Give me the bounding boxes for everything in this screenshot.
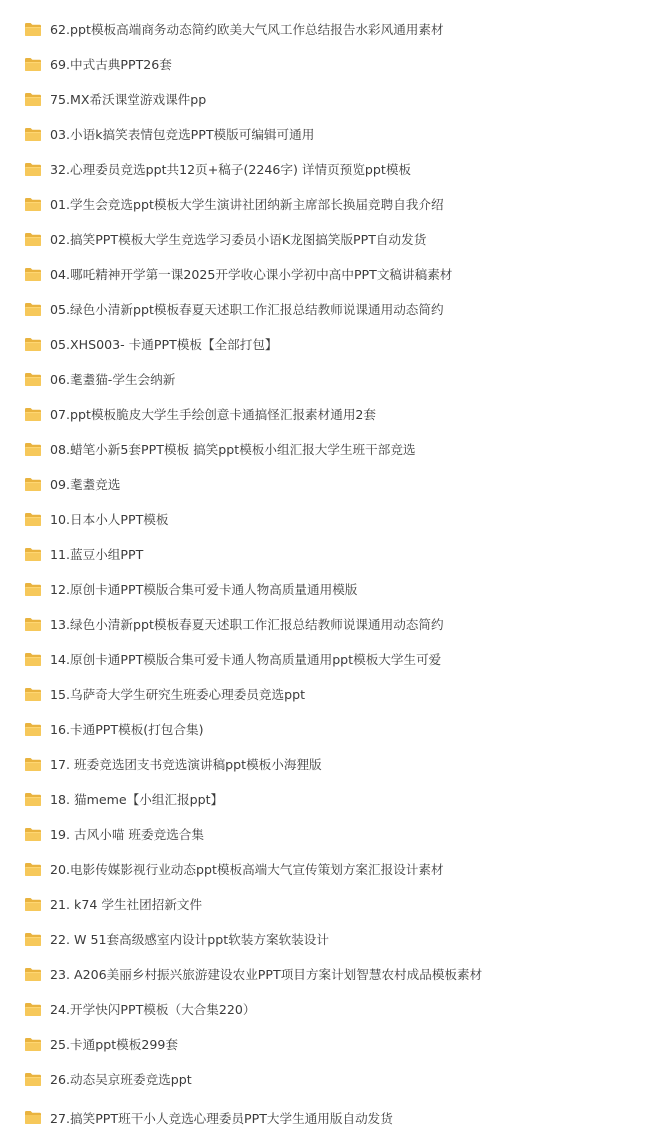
folder-name: 32.心理委员竞选ppt共12页+稿子(2246字) 详情页预览ppt模板 [50, 162, 412, 177]
folder-icon [24, 197, 42, 212]
folder-row[interactable] [0, 467, 668, 502]
folder-icon [24, 547, 42, 562]
folder-icon [24, 407, 42, 422]
folder-name: 14.原创卡通PPT模版合集可爱卡通人物高质量通用ppt模板大学生可爱 [50, 652, 442, 667]
folder-row[interactable] [0, 117, 668, 152]
folder-name: 13.绿色小清新ppt模板春夏天述职工作汇报总结教师说课通用动态简约 [50, 617, 444, 632]
folder-name: 05.XHS003- 卡通PPT模板【全部打包】 [50, 337, 278, 352]
folder-name: 75.MX希沃课堂游戏课件pp [50, 92, 207, 107]
folder-list [0, 12, 668, 1097]
folder-icon [24, 582, 42, 597]
folder-name: 21. k74 学生社团招新文件 [50, 897, 203, 912]
folder-name: 09.耄耋竞选 [50, 477, 121, 492]
folder-icon [24, 862, 42, 877]
folder-row[interactable] [0, 1027, 668, 1062]
folder-name: 06.耄耋猫-学生会纳新 [50, 372, 176, 387]
folder-name: 62.ppt模板高端商务动态简约欧美大气风工作总结报告水彩风通用素材 [50, 22, 444, 37]
folder-row[interactable] [0, 397, 668, 432]
folder-row[interactable] [0, 887, 668, 922]
folder-row[interactable] [0, 327, 668, 362]
folder-name: 25.卡通ppt模板299套 [50, 1037, 178, 1052]
folder-row[interactable] [0, 152, 668, 187]
folder-icon [24, 687, 42, 702]
folder-name: 19. 古风小喵 班委竞选合集 [50, 827, 204, 842]
folder-row[interactable] [0, 1062, 668, 1097]
partially-visible-row[interactable] [0, 1107, 668, 1126]
folder-icon [24, 162, 42, 177]
folder-row[interactable] [0, 187, 668, 222]
folder-row[interactable] [0, 572, 668, 607]
folder-icon [24, 967, 42, 982]
folder-row[interactable] [0, 12, 668, 47]
folder-icon [24, 617, 42, 632]
folder-name: 24.开学快闪PPT模板（大合集220） [50, 1002, 256, 1017]
folder-icon [24, 1002, 42, 1017]
folder-icon [24, 897, 42, 912]
folder-row[interactable] [0, 677, 668, 712]
folder-name: 69.中式古典PPT26套 [50, 57, 172, 72]
folder-name: 17. 班委竞选团支书竞选演讲稿ppt模板小海狸版 [50, 757, 322, 772]
folder-icon [24, 22, 42, 37]
folder-row[interactable] [0, 642, 668, 677]
folder-icon [24, 302, 42, 317]
folder-row[interactable] [0, 222, 668, 257]
folder-row[interactable] [0, 537, 668, 572]
folder-row[interactable] [0, 957, 668, 992]
folder-name: 27.搞笑PPT班干小人竞选心理委员PPT大学生通用版自动发货 [50, 1111, 393, 1126]
folder-icon [24, 1037, 42, 1052]
folder-icon [24, 1072, 42, 1087]
folder-row[interactable] [0, 257, 668, 292]
folder-name: 08.蜡笔小新5套PPT模板 搞笑ppt模板小组汇报大学生班干部竞选 [50, 442, 416, 457]
folder-name: 15.乌萨奇大学生研究生班委心理委员竞选ppt [50, 687, 306, 702]
folder-name: 10.日本小人PPT模板 [50, 512, 169, 527]
folder-name: 04.哪吒精神开学第一课2025开学收心课小学初中高中PPT文稿讲稿素材 [50, 267, 453, 282]
folder-icon [24, 827, 42, 842]
folder-name: 20.电影传媒影视行业动态ppt模板高端大气宣传策划方案汇报设计素材 [50, 862, 444, 877]
folder-name: 05.绿色小清新ppt模板春夏天述职工作汇报总结教师说课通用动态简约 [50, 302, 444, 317]
folder-name: 02.搞笑PPT模板大学生竞选学习委员小语K龙图搞笑版PPT自动发货 [50, 232, 427, 247]
folder-icon [24, 477, 42, 492]
folder-row[interactable] [0, 817, 668, 852]
folder-row[interactable] [0, 502, 668, 537]
folder-icon [24, 92, 42, 107]
folder-row[interactable] [0, 362, 668, 397]
folder-icon [24, 127, 42, 142]
folder-name: 22. W 51套高级感室内设计ppt软装方案软装设计 [50, 932, 329, 947]
folder-row[interactable] [0, 922, 668, 957]
folder-icon [24, 1110, 42, 1125]
folder-row[interactable] [0, 47, 668, 82]
folder-name: 16.卡通PPT模板(打包合集) [50, 722, 204, 737]
folder-icon [24, 337, 42, 352]
folder-row[interactable] [0, 292, 668, 327]
folder-row[interactable] [0, 607, 668, 642]
folder-row[interactable] [0, 852, 668, 887]
folder-icon [24, 57, 42, 72]
folder-name: 23. A206美丽乡村振兴旅游建设农业PPT项目方案计划智慧农村成品模板素材 [50, 967, 483, 982]
folder-icon [24, 792, 42, 807]
folder-name: 03.小语k搞笑表情包竞选PPT模版可编辑可通用 [50, 127, 315, 142]
folder-icon [24, 232, 42, 247]
folder-icon [24, 512, 42, 527]
folder-icon [24, 267, 42, 282]
folder-row[interactable] [0, 782, 668, 817]
folder-icon [24, 757, 42, 772]
folder-icon [24, 652, 42, 667]
folder-icon [24, 442, 42, 457]
folder-row[interactable] [0, 992, 668, 1027]
folder-row[interactable] [0, 432, 668, 467]
folder-name: 26.动态吴京班委竞选ppt [50, 1072, 192, 1087]
folder-name: 07.ppt模板脆皮大学生手绘创意卡通搞怪汇报素材通用2套 [50, 407, 377, 422]
folder-row[interactable] [0, 747, 668, 782]
folder-name: 12.原创卡通PPT模版合集可爱卡通人物高质量通用模版 [50, 582, 358, 597]
folder-row[interactable] [0, 712, 668, 747]
folder-name: 01.学生会竞选ppt模板大学生演讲社团纳新主席部长换届竞聘自我介绍 [50, 197, 444, 212]
folder-icon [24, 372, 42, 387]
folder-icon [24, 932, 42, 947]
folder-row[interactable] [0, 82, 668, 117]
folder-name: 18. 猫meme【小组汇报ppt】 [50, 792, 224, 807]
folder-name: 11.蓝豆小组PPT [50, 547, 144, 562]
folder-icon [24, 722, 42, 737]
